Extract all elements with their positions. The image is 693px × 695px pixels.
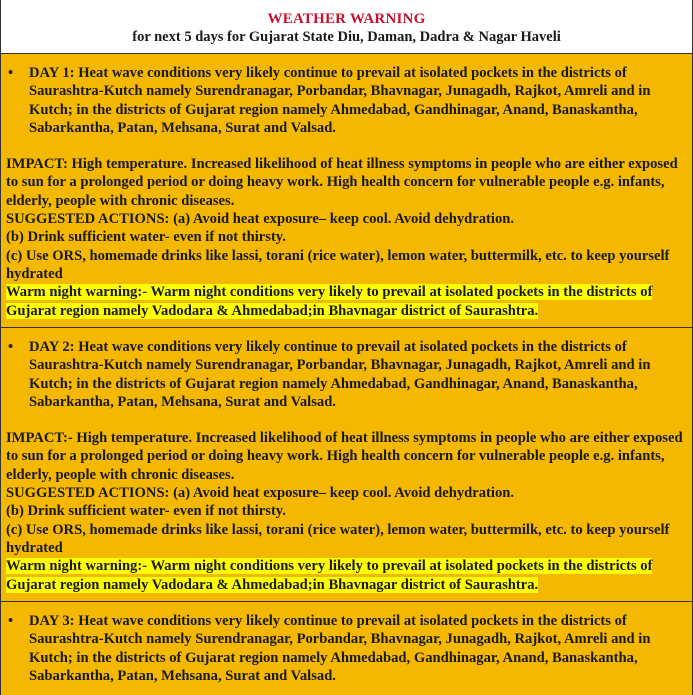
day-2-section [1,328,692,602]
day-2-heading: DAY 2: Heat wave conditions very likely continue to prevail at isolated pockets in the districts of Saurashtra-Kutch namely Surendranagar, Porbandar, Bhavnagar, Junagadh, Rajkot, Amreli and in Kutch; in the districts of Gujarat region namely Ahmedabad, Gandhinagar, Anand, Banaskantha, Sabarkantha, Patan, Mehsana, Surat and Valsad. [29,339,651,410]
day-2-heading-row [6,338,686,411]
day-1-action-b: (b) Drink sufficient water- even if not thirsty. [6,229,286,246]
day-3-heading: DAY 3: Heat wave conditions very likely continue to prevail at isolated pockets in the districts of Saurashtra-Kutch namely Surendranagar, Porbandar, Bhavnagar, Junagadh, Rajkot, Amreli and in Kutch; in the districts of Gujarat region namely Ahmedabad, Gandhinagar, Anand, Banaskantha, Sabarkantha, Patan, Mehsana, Surat and Valsad. [29,613,651,684]
day-2-action-c: (c) Use ORS, homemade drinks like lassi, torani (rice water), lemon water, buttermilk, etc. to keep yourself hydrated [6,521,670,556]
day-1-heading: DAY 1: Heat wave conditions very likely continue to prevail at isolated pockets in the districts of Saurashtra-Kutch namely Surendranagar, Porbandar, Bhavnagar, Junagadh, Rajkot, Amreli and in Kutch; in the districts of Gujarat region namely Ahmedabad, Gandhinagar, Anand, Banaskantha, Sabarkantha, Patan, Mehsana, Surat and Valsad. [29,65,651,136]
day-1-impact: IMPACT: High temperature. Increased likelihood of heat illness symptoms in people who are either exposed to sun for a prolonged period or doing heavy work. High health concern for vulnerable people e.g. infants, elderly, people with chronic diseases. [6,156,678,209]
day-2-impact: IMPACT:- High temperature. Increased likelihood of heat illness symptoms in people who are either exposed to sun for a prolonged period or doing heavy work. High health concern for vulnerable people e.g. infants, elderly, people with chronic diseases. [6,430,683,483]
warning-header [1,0,692,54]
day-2-warm-night-warning: Warm night warning:- Warm night conditions very likely to prevail at isolated pockets in the districts of Gujarat region namely Vadodara & Ahmedabad;in Bhavnagar district of Saurashtra. [6,558,653,593]
bullet-icon: • [8,339,14,355]
day-1-action-a: SUGGESTED ACTIONS: (a) Avoid heat exposure– keep cool. Avoid dehydration. [6,211,515,228]
day-1-action-c: (c) Use ORS, homemade drinks like lassi, torani (rice water), lemon water, buttermilk, etc. to keep yourself hydrated [6,247,670,282]
bullet-icon: • [8,65,14,81]
bullet-icon: • [8,613,14,629]
day-1-section [1,54,692,328]
day-2-action-a: SUGGESTED ACTIONS: (a) Avoid heat exposure– keep cool. Avoid dehydration. [6,485,515,502]
warning-subtitle: for next 5 days for Gujarat State Diu, Daman, Dadra & Nagar Haveli [132,29,561,45]
day-2-action-b: (b) Drink sufficient water- even if not thirsty. [6,503,286,520]
day-3-section [1,602,692,695]
day-1-warm-night-warning: Warm night warning:- Warm night conditions very likely to prevail at isolated pockets in the districts of Gujarat region namely Vadodara & Ahmedabad;in Bhavnagar district of Saurashtra. [6,284,653,319]
warning-title: WEATHER WARNING [267,11,426,27]
day-1-heading-row [6,64,686,137]
day-3-heading-row [6,612,686,685]
